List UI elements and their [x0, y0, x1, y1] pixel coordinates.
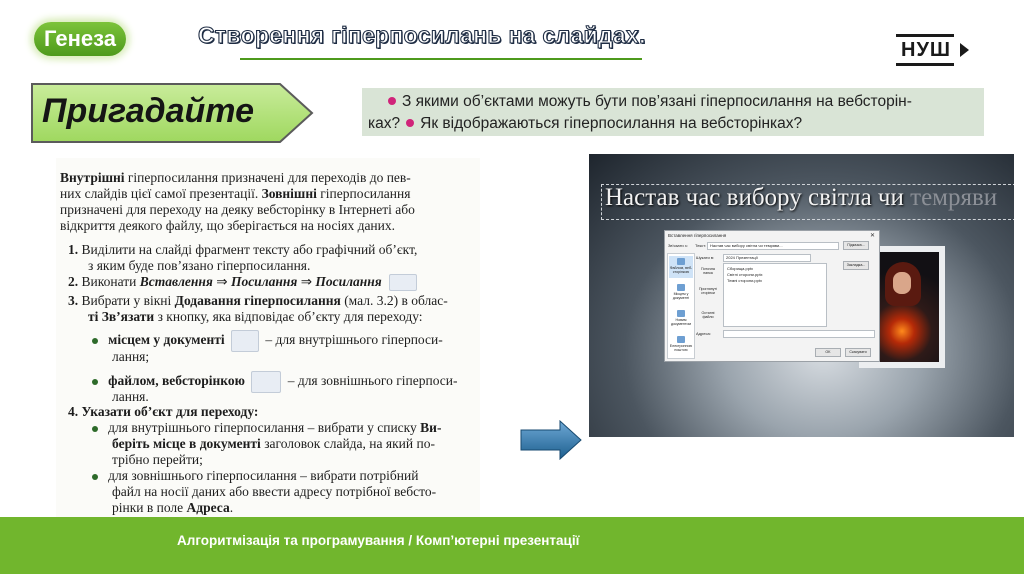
slide-title: Створення гіперпосилань на слайдах.	[198, 22, 646, 48]
play-arrow-icon	[960, 43, 969, 57]
file-web-icon	[677, 258, 685, 265]
address-field[interactable]	[723, 330, 875, 338]
question-1: З якими об’єктами можуть бути пов’язані гіперпосилання на вебсторін-	[368, 91, 912, 113]
file-item[interactable]: Темні сторони.pptx	[727, 278, 762, 283]
browsed-pages-tab[interactable]: Проглянуті сторінки	[698, 287, 718, 295]
bullet-icon	[406, 119, 414, 127]
bookmark-button[interactable]: Закладка...	[843, 261, 869, 270]
bullet-icon	[92, 426, 98, 432]
question-2: ках? Як відображаються гіперпосилання на вебсторінках?	[368, 115, 803, 132]
link-to-panel	[667, 253, 695, 359]
geneza-logo	[28, 14, 132, 64]
footer-text: Алгоритмізація та програмування / Комп’ютерні презентації	[177, 533, 580, 548]
remember-callout	[30, 82, 314, 144]
link-existing-file[interactable]: Файлом, веб-сторінкою	[669, 256, 693, 278]
file-list	[723, 263, 827, 327]
insert-hyperlink-dialog: Вставлення гіперпосилання ✕ Зв’язати з: Текст: Настав час вибору світла чи темряви... Підказка... Файлом, веб-сторінкою Місцем у документі Новим документом Електронною поштою Шукати в: 2024 Презентації Поточна папка Проглянуті сторінки Останні файли Сборища.pptx Світлі сторони.pptx Темні сторони.pptx Закладка... Адреса: OK Скасувати	[664, 230, 880, 362]
ok-button[interactable]: OK	[815, 348, 841, 357]
file-item[interactable]: Світлі сторони.pptx	[727, 272, 763, 277]
recent-files-tab[interactable]: Останні файли	[701, 311, 715, 319]
file-item[interactable]: Сборища.pptx	[727, 266, 754, 271]
step-2: 2. Виконати Вставлення ⇒ Посилання ⇒ Посилання	[68, 274, 417, 291]
bullet-file-webpage: файлом, вебсторінкою – для зовнішнього гіперпоси-	[92, 371, 458, 393]
link-button-icon	[389, 274, 417, 291]
footer-bar	[0, 517, 1024, 574]
bullet-place-in-document: місцем у документі – для внутрішнього гіперпоси-	[92, 330, 443, 352]
title-underline	[240, 58, 642, 60]
questions-box	[362, 88, 984, 136]
logo-text: Генеза	[44, 26, 116, 51]
remember-label: Пригадайте	[42, 92, 254, 130]
email-icon	[677, 336, 685, 343]
document-place-icon	[677, 284, 685, 291]
nush-badge	[896, 34, 970, 66]
textbook-excerpt: Внутрішні гіперпосилання призначені для переходів до пев- них слайдів цієї самої презентації. Зовнішні гіперпосилання призначені для переходу на деяку вебсторінку в Інтернеті або відкриття деякого файлу, що зберігається на носіях даних. 1. Виділити на слайді фрагмент тексту або графічний об’єкт, з яким буде пов’язано гіперпосилання. 2. Виконати Вставлення ⇒ Посилання ⇒ Посилання 3. Вибрати у вікні Додавання гіперпосилання (мал. 3.2) в облас- ті Зв’язати з кнопку, яка відповідає об’єкту для переходу: місцем у документі – для внутрішнього гіперпоси- лання; файлом, вебсторінкою – для зовнішнього гіперпоси- лання. 4. Указати об’єкт для переходу: для внутрішнього гіперпосилання – вибрати у списку Ви- беріть місце в документі заголовок слайда, на який по- трібно перейти; для зовнішнього гіперпосилання – вибрати потрібний файл на носії даних або ввести адресу потрібної вебсто- рінки в поле Адреса.	[56, 158, 480, 530]
step-4: 4. Указати об’єкт для переходу:	[68, 404, 259, 419]
slide-screenshot	[589, 154, 1014, 437]
right-arrow-icon	[520, 420, 582, 460]
step-1: 1. Виділити на слайді фрагмент тексту або графічний об’єкт,	[68, 242, 418, 257]
text-to-display-field[interactable]: Настав час вибору світла чи темряви...	[707, 242, 839, 250]
screentip-button[interactable]: Підказка...	[843, 241, 869, 250]
current-folder-tab[interactable]: Поточна папка	[701, 267, 715, 275]
bullet-icon	[92, 474, 98, 480]
place-in-document-icon	[231, 330, 259, 352]
slide-heading: Настав час вибору світла чи темряви	[605, 184, 998, 211]
cancel-button[interactable]: Скасувати	[845, 348, 871, 357]
look-in-dropdown[interactable]: 2024 Презентації	[723, 254, 811, 262]
new-document-icon	[677, 310, 685, 317]
link-email[interactable]: Електронною поштою	[669, 334, 693, 356]
bullet-icon	[92, 338, 98, 344]
logo-pill	[34, 22, 126, 56]
close-icon[interactable]: ✕	[869, 233, 875, 239]
link-place-in-document[interactable]: Місцем у документі	[669, 282, 693, 304]
bullet-icon	[388, 97, 396, 105]
nush-text: НУШ	[901, 39, 951, 61]
existing-file-web-page-icon	[251, 371, 281, 393]
bullet-icon	[92, 379, 98, 385]
link-new-document[interactable]: Новим документом	[669, 308, 693, 330]
step-3: 3. Вибрати у вікні Додавання гіперпосилання (мал. 3.2) в облас-	[68, 293, 448, 308]
